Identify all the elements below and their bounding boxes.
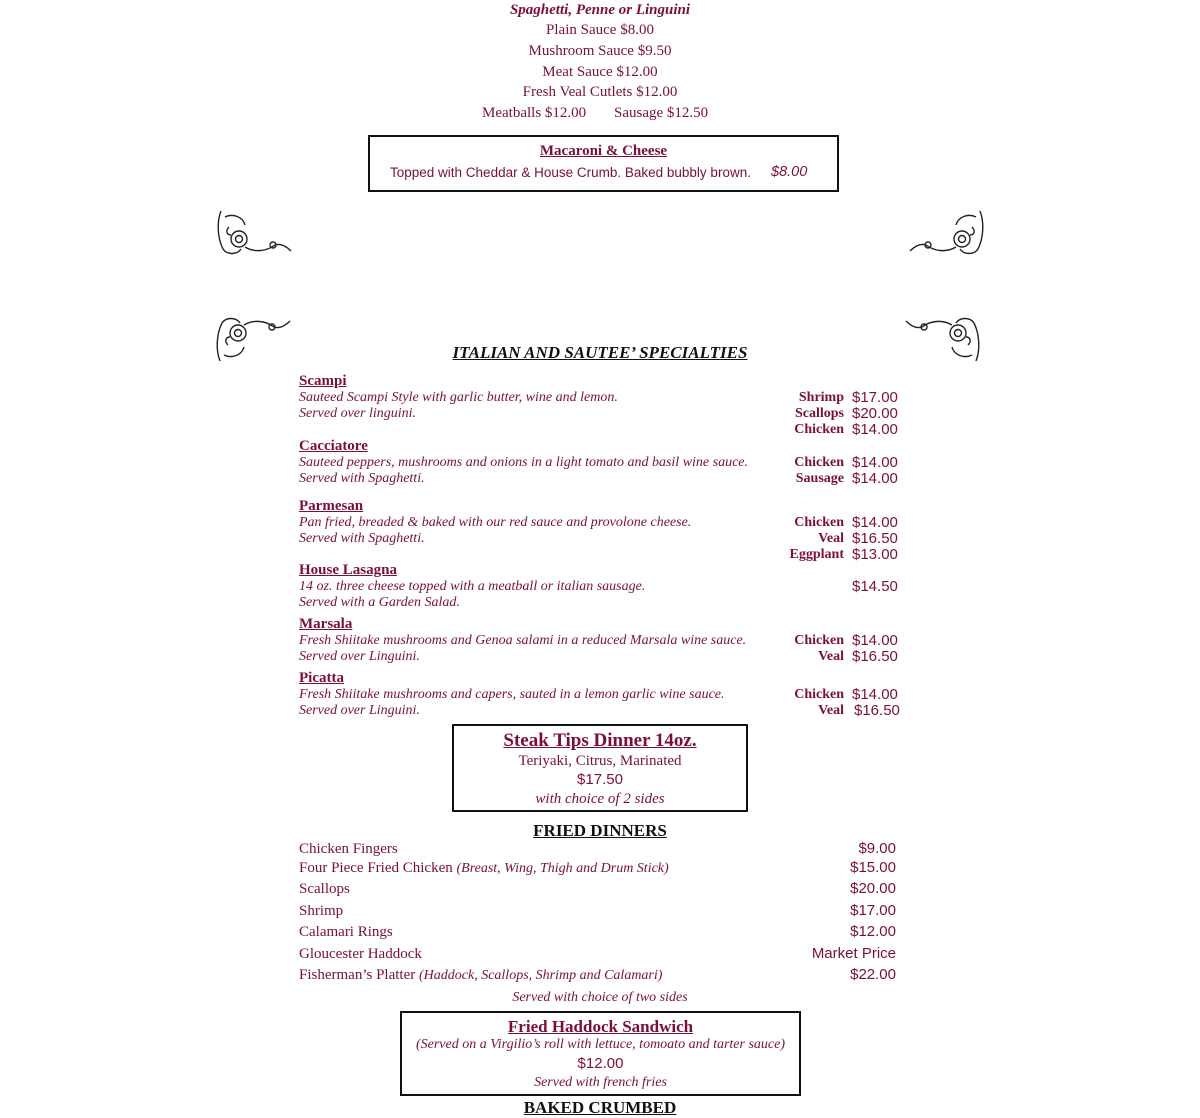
pasta-meatballs: Meatballs $12.00: [482, 105, 587, 121]
steak-tips-box: [452, 724, 748, 812]
dish-desc: Served over linguini.: [299, 406, 417, 421]
dish-desc: Served over Linguini.: [299, 703, 420, 718]
option-price: $14.00: [852, 632, 898, 649]
option-price: $16.50: [852, 530, 898, 547]
mac-cheese-price: $8.00: [771, 164, 808, 180]
fried-item-name: Gloucester Haddock: [299, 946, 422, 962]
steak-tips-note: with choice of 2 sides: [535, 791, 665, 807]
dish-desc: Served over Linguini.: [299, 649, 420, 664]
fried-item: [299, 967, 662, 984]
dish-desc: Served with Spaghetti.: [299, 531, 425, 546]
steak-tips-sub: Teriyaki, Citrus, Marinated: [518, 753, 682, 769]
dish-desc: Served with a Garden Salad.: [299, 595, 460, 610]
pasta-heading: Spaghetti, Penne or Linguini: [509, 2, 691, 18]
corner-ornament-icon: [215, 207, 293, 257]
pasta-sausage: Sausage $12.50: [614, 105, 709, 121]
fried-item: [299, 924, 393, 941]
dish-desc: 14 oz. three cheese topped with a meatball or italian sausage.: [299, 579, 646, 594]
dish-desc: Fresh Shiitake mushrooms and Genoa salami in a reduced Marsala wine sauce.: [299, 633, 747, 648]
corner-ornament-icon: [908, 207, 986, 257]
mac-cheese-desc: Topped with Cheddar & House Crumb. Baked bubbly brown.: [390, 165, 751, 180]
baked-crumbed-heading: BAKED CRUMBED: [523, 1098, 677, 1117]
haddock-sandwich-note: Served with french fries: [534, 1075, 667, 1090]
haddock-sandwich-desc: (Served on a Virgilio’s roll with lettuce, tomoato and tarter sauce): [415, 1037, 785, 1052]
fried-item-price: $17.00: [850, 902, 896, 919]
fried-item: [299, 841, 398, 858]
fried-item-name: Calamari Rings: [299, 924, 393, 940]
fried-item: [299, 903, 343, 920]
fried-item-name: Shrimp: [299, 903, 344, 919]
haddock-sandwich-title: Fried Haddock Sandwich: [507, 1017, 694, 1036]
option-price: $20.00: [852, 405, 898, 422]
dish-title-parmesan: Parmesan: [299, 498, 364, 514]
fried-item-name: Four Piece Fried Chicken: [299, 860, 453, 876]
fried-item-price: Market Price: [811, 945, 896, 962]
fried-footer: Served with choice of two sides: [512, 990, 688, 1005]
dish-title-picatta: Picatta: [299, 670, 344, 686]
option-price: $14.50: [852, 578, 898, 595]
fried-item-price: $20.00: [850, 880, 896, 897]
option-label: Chicken: [794, 633, 844, 648]
option-label: Shrimp: [798, 390, 844, 405]
fried-item-name: Scallops: [299, 881, 350, 897]
steak-tips-title: Steak Tips Dinner 14oz.: [503, 730, 697, 751]
fried-item: [299, 881, 350, 898]
fried-item-note: (Breast, Wing, Thigh and Drum Stick): [456, 861, 669, 876]
option-price: $16.50: [854, 702, 900, 719]
dish-desc: Sauteed peppers, mushrooms and onions in a light tomato and basil wine sauce.: [299, 455, 749, 470]
option-label: Chicken: [794, 515, 844, 530]
fried-item-note: (Haddock, Scallops, Shrimp and Calamari): [419, 968, 663, 983]
option-price: $13.00: [852, 546, 898, 563]
dish-desc: Fresh Shiitake mushrooms and capers, sauted in a lemon garlic wine sauce.: [299, 687, 725, 702]
fried-item-price: $15.00: [850, 859, 896, 876]
pasta-plain-sauce: Plain Sauce $8.00: [546, 22, 654, 38]
option-label: Scallops: [794, 406, 844, 421]
option-label: Veal: [818, 703, 844, 718]
option-label: Veal: [818, 649, 844, 664]
dish-desc: Served with Spaghetti.: [299, 471, 425, 486]
fried-item-name: Fisherman’s Platter: [299, 967, 416, 983]
option-price: $16.50: [852, 648, 898, 665]
option-label: Eggplant: [789, 547, 844, 562]
option-label: Sausage: [795, 471, 844, 486]
option-label: Veal: [818, 531, 844, 546]
option-label: Chicken: [794, 422, 844, 437]
dish-title-cacciatore: Cacciatore: [299, 438, 368, 454]
haddock-sandwich-price: $12.00: [577, 1055, 624, 1072]
pasta-mushroom-sauce: Mushroom Sauce $9.50: [528, 43, 672, 59]
dish-title-marsala: Marsala: [299, 616, 353, 632]
dish-desc: Pan fried, breaded & baked with our red sauce and provolone cheese.: [299, 515, 692, 530]
option-price: $14.00: [852, 454, 898, 471]
fried-item-name: Chicken Fingers: [299, 841, 398, 857]
pasta-veal-cutlets: Fresh Veal Cutlets $12.00: [522, 84, 678, 100]
fried-item-price: $12.00: [850, 923, 896, 940]
option-price: $14.00: [852, 421, 898, 438]
fried-item: [299, 860, 669, 877]
option-price: $14.00: [852, 514, 898, 531]
fried-item: [299, 946, 422, 963]
option-price: $17.00: [852, 389, 898, 406]
option-price: $14.00: [852, 686, 898, 703]
fried-dinners-heading: FRIED DINNERS: [533, 821, 667, 840]
fried-item-price: $22.00: [850, 966, 896, 983]
mac-cheese-box: [368, 135, 839, 192]
fried-item-price: $9.00: [858, 840, 896, 857]
steak-tips-price: $17.50: [577, 771, 623, 788]
specialties-heading: ITALIAN AND SAUTEE’ SPECIALTIES: [452, 343, 748, 362]
option-price: $14.00: [852, 470, 898, 487]
mac-cheese-title: Macaroni & Cheese: [539, 143, 668, 159]
option-label: Chicken: [794, 687, 844, 702]
option-label: Chicken: [794, 455, 844, 470]
dish-title-house-lasagna: House Lasagna: [299, 562, 397, 578]
dish-desc: Sauteed Scampi Style with garlic butter, wine and lemon.: [299, 390, 618, 405]
haddock-sandwich-box: [400, 1011, 801, 1096]
dish-title-scampi: Scampi: [299, 373, 347, 389]
pasta-meat-sauce: Meat Sauce $12.00: [542, 64, 658, 80]
